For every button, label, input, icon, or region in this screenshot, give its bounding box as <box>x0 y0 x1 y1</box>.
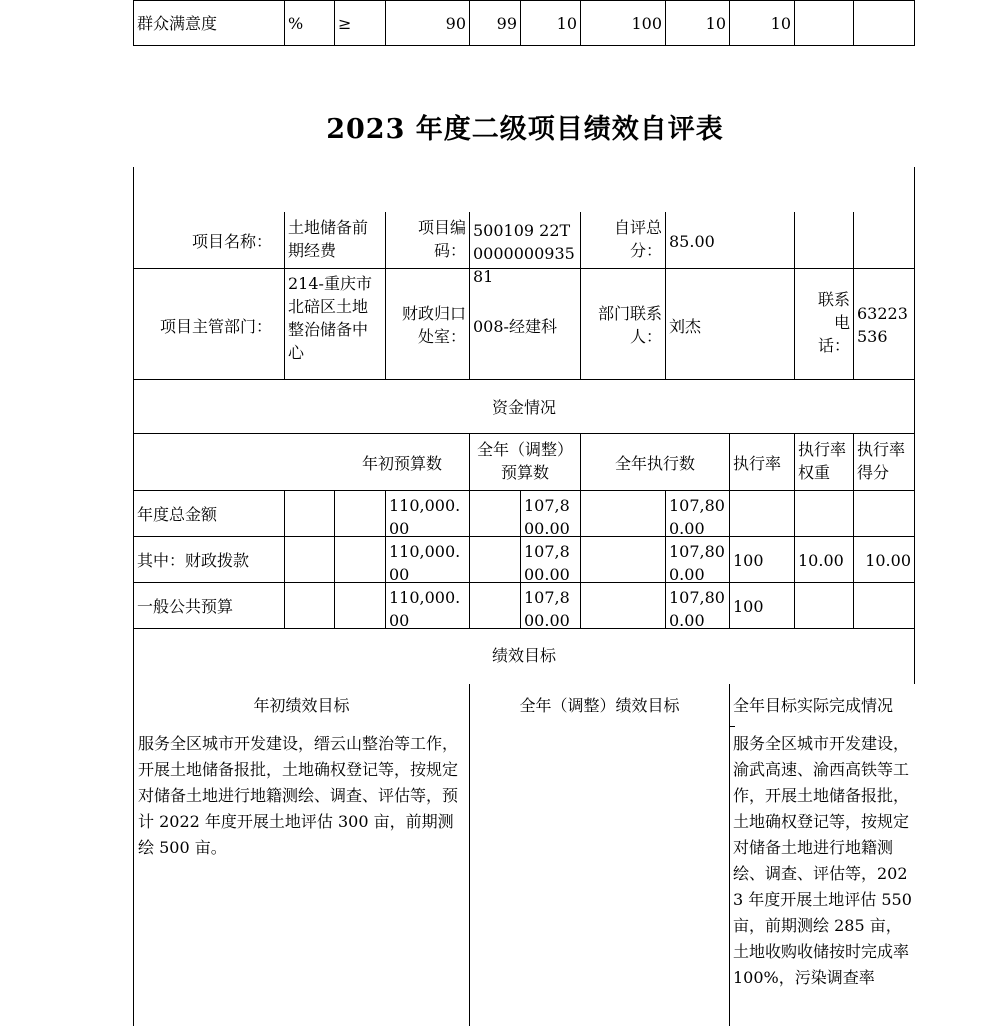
project-code-label: 项目编码： <box>417 218 466 260</box>
funds-row-rate: 100 <box>733 597 764 616</box>
finance-office-label: 财政归口处室： <box>401 304 466 346</box>
metric-label: 群众满意度 <box>137 14 218 33</box>
funds-row-label: 年度总金额 <box>137 505 218 524</box>
goals-initial-text: 服务全区城市开发建设，缙云山整治等工作，开展土地储备报批，土地确权登记等，按规定对储备土地进行地籍测绘、调查、评估等，预计 2022 年度开展土地评估 300 亩，前期测绘 500 亩。 <box>138 734 459 857</box>
metric-value-1: 90 <box>445 14 466 33</box>
metric-value-5: 10 <box>705 14 726 33</box>
funds-row-executed: 107,800.00 <box>669 588 725 630</box>
project-code-value: 500109 22T000000093581 <box>473 221 575 286</box>
header-initial-budget: 年初预算数 <box>361 454 442 473</box>
header-executed: 全年执行数 <box>614 454 695 473</box>
page-title: 2023 年度二级项目绩效自评表 <box>326 114 724 145</box>
funds-row-weight: 10.00 <box>798 551 844 570</box>
contact-value: 刘杰 <box>669 317 702 336</box>
finance-office-value: 008-经建科 <box>473 317 557 336</box>
goals-section-title: 绩效目标 <box>491 646 556 665</box>
funds-row-score: 10.00 <box>865 551 911 570</box>
metric-value-4: 100 <box>631 14 662 33</box>
header-adjusted-budget: 全年（调整）预算数 <box>476 440 573 482</box>
dept-label: 项目主管部门： <box>159 317 272 336</box>
goals-col-actual: 全年目标实际完成情况 <box>733 696 894 715</box>
funds-row-executed: 107,800.00 <box>669 496 725 538</box>
funds-row-initial: 110,000.00 <box>389 588 461 630</box>
header-rate: 执行率 <box>733 454 782 473</box>
project-name-value: 土地储备前期经费 <box>288 218 369 260</box>
goals-col-adjusted: 全年（调整）绩效目标 <box>519 696 680 715</box>
metric-value-2: 99 <box>496 14 517 33</box>
funds-row-initial: 110,000.00 <box>389 542 461 584</box>
metric-value-3: 10 <box>556 14 577 33</box>
self-score-label: 自评总分： <box>613 218 662 260</box>
funds-row-adjusted: 107,800.00 <box>524 588 570 630</box>
phone-value: 63223536 <box>857 304 908 346</box>
goals-col-initial: 年初绩效目标 <box>253 696 350 715</box>
contact-label: 部门联系人： <box>597 304 662 346</box>
funds-row-initial: 110,000.00 <box>389 496 461 538</box>
header-weight: 执行率权重 <box>798 440 847 482</box>
project-name-label: 项目名称： <box>191 232 272 251</box>
metric-value-6: 10 <box>770 14 791 33</box>
dept-value: 214-重庆市北碚区土地整治储备中心 <box>288 274 372 362</box>
metric-operator: ≥ <box>338 14 352 33</box>
funds-row-label: 其中：财政拨款 <box>137 551 250 570</box>
metric-unit: % <box>288 14 304 33</box>
phone-label: 联系电话： <box>817 290 850 355</box>
funds-row-executed: 107,800.00 <box>669 542 725 584</box>
funds-row-label: 一般公共预算 <box>137 597 234 616</box>
self-score-value: 85.00 <box>669 232 715 251</box>
funds-row-rate: 100 <box>733 551 764 570</box>
funds-section-title: 资金情况 <box>491 398 556 417</box>
funds-row-adjusted: 107,800.00 <box>524 542 570 584</box>
header-score: 执行率得分 <box>857 440 906 482</box>
funds-row-adjusted: 107,800.00 <box>524 496 570 538</box>
goals-actual-text: 服务全区城市开发建设，渝武高速、渝西高铁等工作，开展土地储备报批，土地确权登记等，按规定对储备土地进行地籍测绘、调查、评估等，2023 年度开展土地评估 550 亩，前期测绘 285 亩，土地收购收储按时完成率 100%，污染调查率 <box>733 734 912 987</box>
